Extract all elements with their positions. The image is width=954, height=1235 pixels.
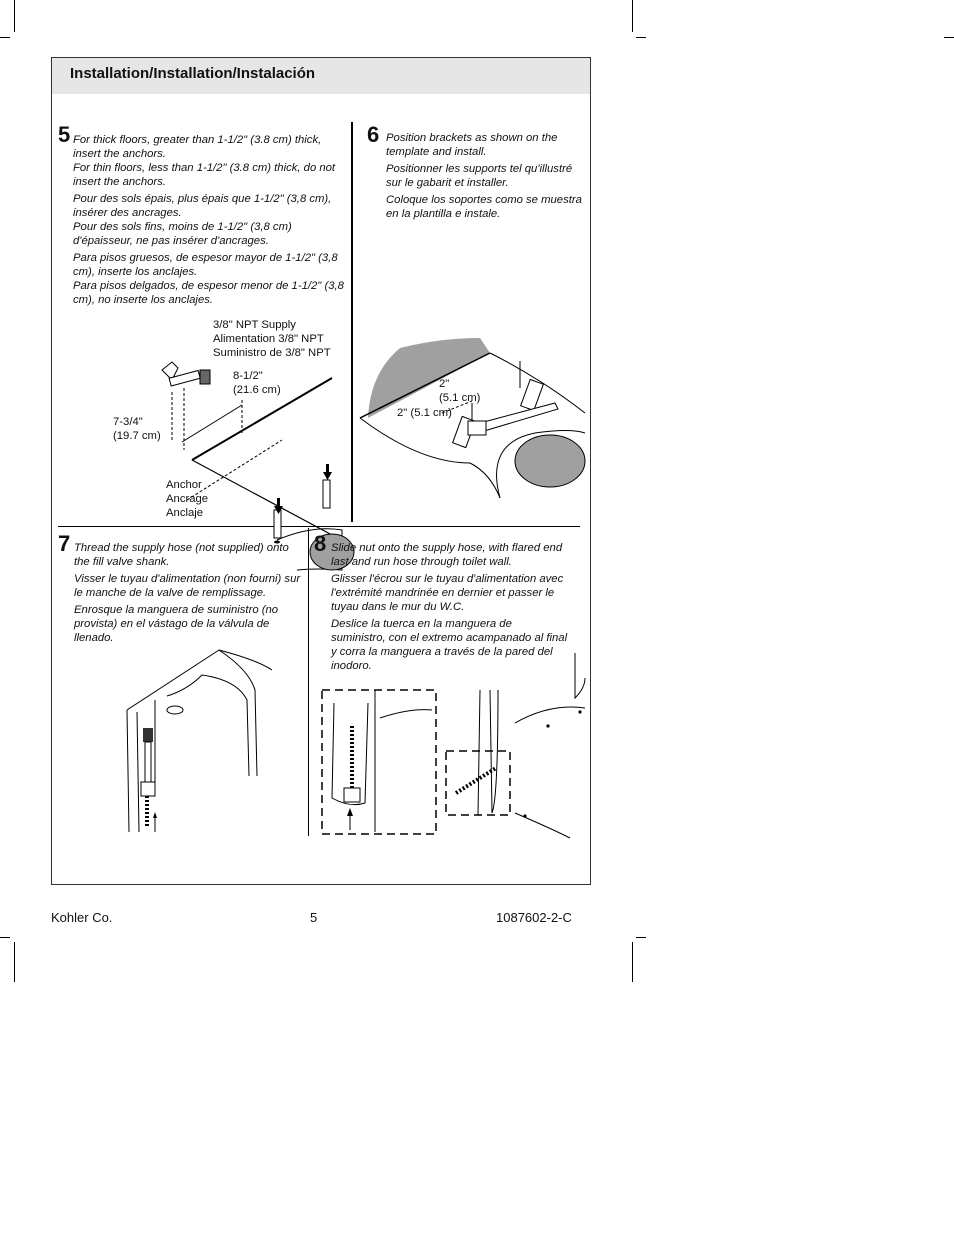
crop-mark xyxy=(944,37,954,38)
dimension-label-8-1-2 xyxy=(233,369,281,397)
installation-panel xyxy=(51,57,591,885)
divider-vertical-top xyxy=(351,122,353,522)
step-5-number: 5 xyxy=(58,122,71,147)
dimension-cm: (19.7 cm) xyxy=(113,430,161,442)
divider-vertical-bottom xyxy=(308,528,309,836)
crop-mark xyxy=(14,0,15,32)
footer-company: Kohler Co. xyxy=(51,910,113,925)
crop-mark xyxy=(0,937,10,938)
step-6-text xyxy=(386,131,586,224)
step-5-para: Pour des sols fins, moins de 1-1/2" (3,8 cm) d'épaisseur, ne pas insérer d'ancrages. xyxy=(73,221,292,247)
step-5-para: For thick floors, greater than 1-1/2" (3.8 cm) thick, insert the anchors. xyxy=(73,134,322,160)
step-8-para: Deslice la tuerca en la manguera de suministro, con el extremo acampanado al final y corra la manguera a través de la pared del inodoro. xyxy=(331,618,568,672)
anchor-label-es: Anclaje xyxy=(166,507,204,519)
crop-mark xyxy=(636,937,646,938)
step-7-para: Visser le tuyau d'alimentation (non fourni) sur le manche de la valve de remplissage. xyxy=(74,573,301,599)
step-6-para: Coloque los soportes como se muestra en la plantilla e instale. xyxy=(386,194,582,220)
dimension-label-2in-vertical xyxy=(439,377,480,405)
step-7-para: Enrosque la manguera de suministro (no provista) en el vástago de la válvula de llenado. xyxy=(74,604,279,644)
dimension-label-2in-horizontal: 2" (5.1 cm) xyxy=(397,407,452,419)
anchor-label xyxy=(166,478,208,520)
crop-mark xyxy=(14,942,15,982)
step-5-text xyxy=(73,133,351,310)
step-5-para: Para pisos gruesos, de espesor mayor de 1-1/2" (3,8 cm), inserte los anclajes. xyxy=(73,252,338,278)
step-5-para: For thin floors, less than 1-1/2" (3.8 cm) thick, do not insert the anchors. xyxy=(73,162,336,188)
step-8-para: Slide nut onto the supply hose, with flared end last and run hose through toilet wall. xyxy=(331,542,563,568)
step-6-number: 6 xyxy=(367,122,380,147)
step-7-para: Thread the supply hose (not supplied) onto the fill valve shank. xyxy=(74,542,289,568)
step-7-text xyxy=(74,541,302,648)
dimension-cm: (5.1 cm) xyxy=(439,392,481,404)
supply-label-es: Suministro de 3/8" NPT xyxy=(213,347,331,359)
supply-label-fr: Alimentation 3/8" NPT xyxy=(213,333,324,345)
crop-mark xyxy=(632,942,633,982)
anchor-label-en: Anchor xyxy=(166,479,202,491)
footer-doc-number: 1087602-2-C xyxy=(496,910,572,925)
crop-mark xyxy=(632,0,633,32)
page-title: Installation/Installation/Instalación xyxy=(70,65,316,82)
dimension-inches: 2" xyxy=(439,378,450,390)
supply-label xyxy=(213,318,331,360)
step-7-number: 7 xyxy=(58,531,71,556)
dimension-cm: (21.6 cm) xyxy=(233,384,281,396)
step-5-para: Para pisos delgados, de espesor menor de 1-1/2" (3,8 cm), no inserte los anclajes. xyxy=(73,280,344,306)
footer-page-number: 5 xyxy=(310,910,318,925)
step-5-para: Pour des sols épais, plus épais que 1-1/2" (3,8 cm), insérer des ancrages. xyxy=(73,193,332,219)
crop-mark xyxy=(636,37,646,38)
divider-horizontal xyxy=(58,526,580,527)
dimension-inches: 7-3/4" xyxy=(113,416,143,428)
step-8-para: Glisser l'écrou sur le tuyau d'alimentation avec l'extrémité mandrinée en dernier et passer le tuyau dans le mur du W.C. xyxy=(331,573,564,613)
title-bar xyxy=(52,58,590,94)
dimension-label-7-3-4 xyxy=(113,415,161,443)
supply-label-en: 3/8" NPT Supply xyxy=(213,319,296,331)
step-6-para: Position brackets as shown on the template and install. xyxy=(386,132,558,158)
crop-mark xyxy=(0,37,10,38)
step-6-para: Positionner les supports tel qu'illustré sur le gabarit et installer. xyxy=(386,163,573,189)
step-8-illustration xyxy=(320,648,585,843)
dimension-inches: 8-1/2" xyxy=(233,370,263,382)
step-6-illustration xyxy=(360,333,585,518)
step-8-number: 8 xyxy=(314,531,327,556)
step-7-illustration xyxy=(127,650,277,835)
anchor-label-fr: Ancrage xyxy=(166,493,209,505)
